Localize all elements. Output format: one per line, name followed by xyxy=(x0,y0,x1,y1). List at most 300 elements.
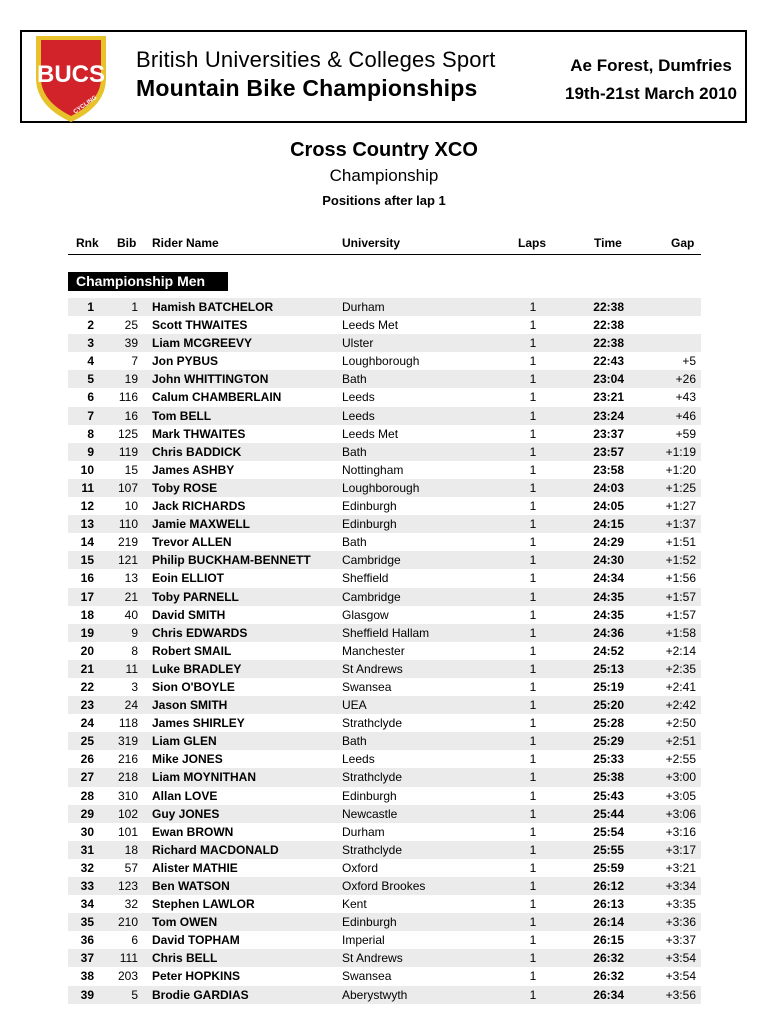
cell-university: Loughborough xyxy=(342,480,420,495)
cell-bib: 203 xyxy=(117,969,138,984)
table-row xyxy=(68,841,701,859)
cell-time: 25:38 xyxy=(593,770,624,785)
cell-laps: 1 xyxy=(529,897,537,912)
cell-laps: 1 xyxy=(529,426,537,441)
cell-bib: 116 xyxy=(118,390,138,405)
cell-rider-name: Tom OWEN xyxy=(152,915,218,930)
cell-university: Oxford xyxy=(342,860,379,875)
cell-time: 24:36 xyxy=(593,625,624,640)
cell-rank: 32 xyxy=(80,860,94,875)
cell-gap: +3:34 xyxy=(665,879,696,893)
cell-rank: 24 xyxy=(80,716,94,731)
cell-rank: 33 xyxy=(80,879,94,893)
cell-gap: +1:27 xyxy=(665,499,696,514)
table-row xyxy=(68,316,701,334)
cell-rank: 5 xyxy=(87,372,94,387)
cell-gap: +3:54 xyxy=(665,951,696,966)
cell-rider-name: Richard MACDONALD xyxy=(152,842,279,857)
cell-time: 22:38 xyxy=(593,336,624,351)
cell-university: Strathclyde xyxy=(342,716,403,731)
cell-rider-name: Eoin ELLIOT xyxy=(152,571,224,586)
cell-rider-name: Jamie MAXWELL xyxy=(152,517,251,532)
cell-time: 25:20 xyxy=(593,698,624,713)
cell-bib: 102 xyxy=(117,806,138,821)
cell-bib: 25 xyxy=(124,318,138,333)
table-row xyxy=(68,787,701,805)
cell-rank: 35 xyxy=(80,915,94,930)
table-row xyxy=(68,714,701,732)
cell-bib: 21 xyxy=(124,589,138,604)
cell-rider-name: Brodie GARDIAS xyxy=(152,987,249,1002)
cell-rank: 34 xyxy=(80,897,94,912)
cell-university: St Andrews xyxy=(342,661,403,676)
cell-bib: 57 xyxy=(124,860,138,875)
cell-laps: 1 xyxy=(529,499,537,514)
cell-time: 23:37 xyxy=(593,426,624,441)
cell-rider-name: Jon PYBUS xyxy=(152,354,219,369)
cell-laps: 1 xyxy=(529,661,537,676)
cell-rider-name: James ASHBY xyxy=(152,462,235,477)
cell-university: Strathclyde xyxy=(342,842,403,857)
table-row xyxy=(68,931,701,949)
table-row xyxy=(68,334,701,352)
cell-time: 26:34 xyxy=(593,987,624,1002)
cell-laps: 1 xyxy=(529,951,537,966)
cell-time: 24:52 xyxy=(593,643,624,658)
cell-bib: 8 xyxy=(131,643,138,658)
cell-rider-name: Toby PARNELL xyxy=(152,589,239,604)
cell-rank: 6 xyxy=(87,390,94,405)
cell-time: 23:57 xyxy=(593,444,624,459)
cell-time: 24:29 xyxy=(593,535,624,550)
document-title: Cross Country XCO xyxy=(290,139,478,161)
cell-time: 24:05 xyxy=(593,499,624,514)
cell-time: 26:14 xyxy=(593,915,624,930)
table-row xyxy=(68,352,701,370)
table-row xyxy=(68,895,701,913)
category-label: Championship Men xyxy=(68,272,228,291)
cell-rank: 4 xyxy=(87,354,94,369)
cell-gap: +3:35 xyxy=(665,897,696,912)
cell-laps: 1 xyxy=(529,679,537,694)
table-row xyxy=(68,678,701,696)
cell-bib: 10 xyxy=(124,499,138,514)
table-row xyxy=(68,370,701,388)
col-time: Time xyxy=(594,236,622,250)
cell-university: St Andrews xyxy=(342,951,403,966)
cell-rank: 38 xyxy=(80,969,94,984)
cell-gap: +3:05 xyxy=(665,788,696,803)
table-row xyxy=(68,497,701,515)
table-row xyxy=(68,407,701,425)
cell-gap: +2:51 xyxy=(665,734,696,749)
cell-laps: 1 xyxy=(529,336,537,351)
cell-university: Nottingham xyxy=(342,462,404,477)
cell-rider-name: Jack RICHARDS xyxy=(152,499,246,514)
col-university: University xyxy=(342,236,401,250)
cell-time: 25:29 xyxy=(593,734,624,749)
table-row xyxy=(68,551,701,569)
table-row xyxy=(68,967,701,985)
cell-rank: 19 xyxy=(80,625,94,640)
cell-rider-name: Guy JONES xyxy=(152,806,220,821)
svg-text:CYCLING: CYCLING xyxy=(72,94,99,116)
cell-university: Leeds Met xyxy=(342,426,399,441)
event-name: Mountain Bike Championships xyxy=(136,75,478,101)
table-row xyxy=(68,859,701,877)
cell-laps: 1 xyxy=(529,535,537,550)
cell-university: Ulster xyxy=(342,336,374,351)
cell-gap: +1:58 xyxy=(665,625,696,640)
cell-university: Swansea xyxy=(342,969,392,984)
cell-university: Newcastle xyxy=(342,806,398,821)
cell-university: Strathclyde xyxy=(342,770,403,785)
cell-rider-name: Ewan BROWN xyxy=(152,824,234,839)
cell-bib: 32 xyxy=(124,897,138,912)
cell-university: Edinburgh xyxy=(342,788,397,803)
cell-gap: +43 xyxy=(675,390,696,405)
cell-bib: 11 xyxy=(125,661,138,676)
cell-laps: 1 xyxy=(529,408,537,423)
cell-rank: 28 xyxy=(80,788,94,803)
cell-bib: 219 xyxy=(117,535,138,550)
cell-rank: 25 xyxy=(80,734,94,749)
table-row xyxy=(68,298,701,316)
cell-time: 25:54 xyxy=(593,824,624,839)
cell-bib: 310 xyxy=(117,788,138,803)
cell-time: 25:28 xyxy=(593,716,624,731)
cell-time: 26:15 xyxy=(593,933,624,948)
venue: Ae Forest, Dumfries xyxy=(570,56,732,75)
cell-time: 25:44 xyxy=(593,806,624,821)
cell-time: 25:33 xyxy=(593,752,624,767)
cell-university: Edinburgh xyxy=(342,915,397,930)
cell-rider-name: Jason SMITH xyxy=(152,698,228,713)
cell-time: 25:59 xyxy=(593,860,624,875)
col-rank: Rnk xyxy=(76,236,99,250)
cell-laps: 1 xyxy=(529,480,537,495)
table-row xyxy=(68,732,701,750)
cell-bib: 123 xyxy=(117,879,138,893)
cell-gap: +1:25 xyxy=(665,480,696,495)
cell-university: Edinburgh xyxy=(342,517,397,532)
cell-rank: 13 xyxy=(80,517,94,532)
cell-rider-name: Tom BELL xyxy=(152,408,212,423)
cell-gap: +3:56 xyxy=(665,987,696,1002)
cell-gap: +26 xyxy=(675,372,696,387)
cell-laps: 1 xyxy=(529,788,537,803)
cell-rider-name: Stephen LAWLOR xyxy=(152,897,255,912)
cell-gap: +1:56 xyxy=(665,571,696,586)
table-row xyxy=(68,606,701,624)
cell-bib: 110 xyxy=(118,517,138,532)
cell-gap: +3:37 xyxy=(665,933,696,948)
cell-rider-name: David SMITH xyxy=(152,607,226,622)
cell-university: Swansea xyxy=(342,679,392,694)
cell-rider-name: Allan LOVE xyxy=(152,788,218,803)
cell-rank: 17 xyxy=(80,589,94,604)
column-header-row xyxy=(68,236,701,255)
cell-university: Leeds xyxy=(342,408,375,423)
cell-laps: 1 xyxy=(529,933,537,948)
cell-rank: 37 xyxy=(80,951,94,966)
cell-rank: 12 xyxy=(80,499,94,514)
cell-rider-name: Toby ROSE xyxy=(152,480,218,495)
cell-bib: 119 xyxy=(118,444,138,459)
cell-time: 24:15 xyxy=(593,517,624,532)
table-row xyxy=(68,533,701,551)
cell-laps: 1 xyxy=(529,915,537,930)
cell-gap: +59 xyxy=(675,426,696,441)
results-table xyxy=(68,298,701,1004)
cell-laps: 1 xyxy=(529,390,537,405)
cell-time: 24:35 xyxy=(593,607,624,622)
col-laps: Laps xyxy=(518,236,547,250)
cell-rider-name: Sion O'BOYLE xyxy=(152,679,235,694)
cell-gap: +1:57 xyxy=(665,589,696,604)
cell-laps: 1 xyxy=(529,860,537,875)
cell-rank: 29 xyxy=(80,806,94,821)
cell-time: 26:32 xyxy=(593,951,624,966)
cell-gap: +2:35 xyxy=(665,661,696,676)
cell-university: Sheffield Hallam xyxy=(342,625,430,640)
cell-rider-name: Peter HOPKINS xyxy=(152,969,241,984)
cell-laps: 1 xyxy=(529,318,537,333)
cell-rank: 36 xyxy=(80,933,94,948)
cell-rider-name: Liam MCGREEVY xyxy=(152,336,253,351)
cell-time: 22:38 xyxy=(593,300,624,314)
bucs-logo xyxy=(30,32,112,124)
cell-laps: 1 xyxy=(529,643,537,658)
cell-rider-name: Chris BADDICK xyxy=(152,444,242,459)
cell-rider-name: Mike JONES xyxy=(152,752,223,767)
cell-laps: 1 xyxy=(529,372,537,387)
cell-gap: +2:42 xyxy=(665,698,696,713)
cell-rank: 22 xyxy=(80,679,94,694)
cell-laps: 1 xyxy=(529,770,537,785)
cell-laps: 1 xyxy=(529,517,537,532)
cell-rank: 30 xyxy=(80,824,94,839)
cell-rank: 1 xyxy=(87,300,94,314)
table-row xyxy=(68,588,701,606)
cell-rider-name: Robert SMAIL xyxy=(152,643,232,658)
cell-rank: 31 xyxy=(80,842,94,857)
cell-university: Manchester xyxy=(342,643,405,658)
cell-laps: 1 xyxy=(529,987,537,1002)
cell-rider-name: Scott THWAITES xyxy=(152,318,248,333)
cell-bib: 19 xyxy=(124,372,138,387)
cell-time: 25:13 xyxy=(593,661,624,676)
cell-rank: 7 xyxy=(87,408,94,423)
cell-time: 25:19 xyxy=(593,679,624,694)
cell-gap: +3:21 xyxy=(665,860,696,875)
cell-laps: 1 xyxy=(529,607,537,622)
cell-university: Sheffield xyxy=(342,571,389,586)
cell-university: Glasgow xyxy=(342,607,389,622)
table-row xyxy=(68,569,701,587)
cell-gap: +1:37 xyxy=(665,517,696,532)
cell-laps: 1 xyxy=(529,842,537,857)
cell-gap: +2:50 xyxy=(665,716,696,731)
table-row xyxy=(68,660,701,678)
cell-bib: 9 xyxy=(131,625,138,640)
cell-time: 23:24 xyxy=(593,408,624,423)
cell-time: 23:58 xyxy=(593,462,624,477)
cell-laps: 1 xyxy=(529,571,537,586)
document-subtitle-lap: Positions after lap 1 xyxy=(322,193,446,208)
cell-gap: +3:17 xyxy=(665,842,696,857)
cell-bib: 101 xyxy=(117,824,138,839)
cell-rider-name: Ben WATSON xyxy=(152,879,230,893)
cell-laps: 1 xyxy=(529,879,537,893)
table-row xyxy=(68,696,701,714)
cell-university: Bath xyxy=(342,734,367,749)
cell-bib: 121 xyxy=(117,553,138,568)
cell-bib: 1 xyxy=(131,300,138,314)
cell-laps: 1 xyxy=(529,589,537,604)
cell-laps: 1 xyxy=(529,806,537,821)
cell-gap: +46 xyxy=(675,408,696,423)
event-dates: 19th-21st March 2010 xyxy=(565,84,737,103)
cell-rank: 20 xyxy=(80,643,94,658)
cell-time: 24:30 xyxy=(593,553,624,568)
cell-gap: +2:55 xyxy=(665,752,696,767)
cell-laps: 1 xyxy=(529,969,537,984)
table-row xyxy=(68,768,701,786)
cell-bib: 18 xyxy=(124,842,138,857)
cell-bib: 15 xyxy=(124,462,138,477)
cell-rank: 8 xyxy=(87,426,94,441)
table-row xyxy=(68,805,701,823)
table-row xyxy=(68,986,701,1004)
cell-rider-name: John WHITTINGTON xyxy=(152,372,269,387)
cell-rider-name: Liam MOYNITHAN xyxy=(152,770,257,785)
cell-rank: 15 xyxy=(80,553,94,568)
cell-laps: 1 xyxy=(529,553,537,568)
cell-time: 26:13 xyxy=(593,897,624,912)
venue-block xyxy=(565,52,737,108)
cell-rank: 2 xyxy=(87,318,94,333)
cell-bib: 107 xyxy=(117,480,138,495)
cell-gap: +1:20 xyxy=(665,462,696,477)
cell-gap: +1:51 xyxy=(665,535,696,550)
cell-rider-name: Liam GLEN xyxy=(152,734,217,749)
cell-rank: 9 xyxy=(87,444,94,459)
cell-rider-name: Chris BELL xyxy=(152,951,218,966)
cell-rank: 10 xyxy=(80,462,94,477)
table-row xyxy=(68,949,701,967)
cell-laps: 1 xyxy=(529,716,537,731)
cell-university: Aberystwyth xyxy=(342,987,408,1002)
table-row xyxy=(68,624,701,642)
cell-rider-name: James SHIRLEY xyxy=(152,716,245,731)
cell-time: 24:35 xyxy=(593,589,624,604)
table-row xyxy=(68,515,701,533)
cell-bib: 40 xyxy=(124,607,138,622)
svg-text:BUCS: BUCS xyxy=(36,61,106,88)
cell-laps: 1 xyxy=(529,824,537,839)
table-row xyxy=(68,443,701,461)
cell-time: 25:55 xyxy=(593,842,624,857)
cell-rank: 3 xyxy=(87,336,94,351)
cell-bib: 13 xyxy=(124,571,138,586)
cell-bib: 111 xyxy=(119,951,138,966)
cell-gap: +3:54 xyxy=(665,969,696,984)
col-gap: Gap xyxy=(671,236,695,250)
cell-university: Leeds xyxy=(342,752,375,767)
banner-title xyxy=(136,46,496,102)
cell-time: 22:43 xyxy=(593,354,624,369)
cell-gap: +3:36 xyxy=(665,915,696,930)
cell-university: Cambridge xyxy=(342,553,401,568)
cell-laps: 1 xyxy=(529,734,537,749)
cell-bib: 16 xyxy=(124,408,138,423)
table-row xyxy=(68,913,701,931)
cell-gap: +5 xyxy=(682,354,696,369)
table-row xyxy=(68,750,701,768)
header-banner xyxy=(20,30,747,123)
cell-university: Cambridge xyxy=(342,589,401,604)
cell-university: Oxford Brookes xyxy=(342,879,426,893)
cell-bib: 319 xyxy=(117,734,138,749)
cell-university: Leeds Met xyxy=(342,318,399,333)
cell-rider-name: Philip BUCKHAM-BENNETT xyxy=(152,553,311,568)
cell-time: 23:21 xyxy=(593,390,624,405)
cell-gap: +1:52 xyxy=(665,553,696,568)
cell-laps: 1 xyxy=(529,752,537,767)
table-row xyxy=(68,461,701,479)
cell-laps: 1 xyxy=(529,300,537,314)
cell-rider-name: Chris EDWARDS xyxy=(152,625,248,640)
cell-rank: 23 xyxy=(80,698,94,713)
cell-gap: +3:06 xyxy=(665,806,696,821)
cell-time: 26:12 xyxy=(593,879,624,893)
cell-rider-name: Alister MATHIE xyxy=(152,860,238,875)
cell-university: Imperial xyxy=(342,933,385,948)
cell-bib: 118 xyxy=(118,716,138,731)
cell-rank: 26 xyxy=(80,752,94,767)
cell-rank: 27 xyxy=(80,770,94,785)
cell-time: 24:34 xyxy=(593,571,624,586)
cell-rider-name: David TOPHAM xyxy=(152,933,240,948)
cell-bib: 210 xyxy=(117,915,138,930)
cell-university: UEA xyxy=(342,698,367,713)
cell-university: Durham xyxy=(342,824,385,839)
cell-gap: +1:57 xyxy=(665,607,696,622)
cell-university: Edinburgh xyxy=(342,499,397,514)
col-rider-name: Rider Name xyxy=(152,236,219,250)
cell-rank: 14 xyxy=(80,535,94,550)
cell-gap: +1:19 xyxy=(665,444,696,459)
cell-rank: 39 xyxy=(80,987,94,1002)
table-row xyxy=(68,877,701,895)
cell-rider-name: Trevor ALLEN xyxy=(152,535,232,550)
table-row xyxy=(68,425,701,443)
cell-rider-name: Luke BRADLEY xyxy=(152,661,242,676)
cell-bib: 5 xyxy=(131,987,138,1002)
cell-time: 23:04 xyxy=(593,372,624,387)
cell-rider-name: Mark THWAITES xyxy=(152,426,246,441)
cell-bib: 216 xyxy=(117,752,138,767)
cell-bib: 7 xyxy=(131,354,138,369)
cell-university: Loughborough xyxy=(342,354,420,369)
document-subtitle: Championship xyxy=(329,166,439,185)
cell-bib: 125 xyxy=(117,426,138,441)
cell-gap: +2:14 xyxy=(665,643,696,658)
cell-university: Bath xyxy=(342,535,367,550)
cell-university: Leeds xyxy=(342,390,375,405)
cell-gap: +2:41 xyxy=(665,679,696,694)
